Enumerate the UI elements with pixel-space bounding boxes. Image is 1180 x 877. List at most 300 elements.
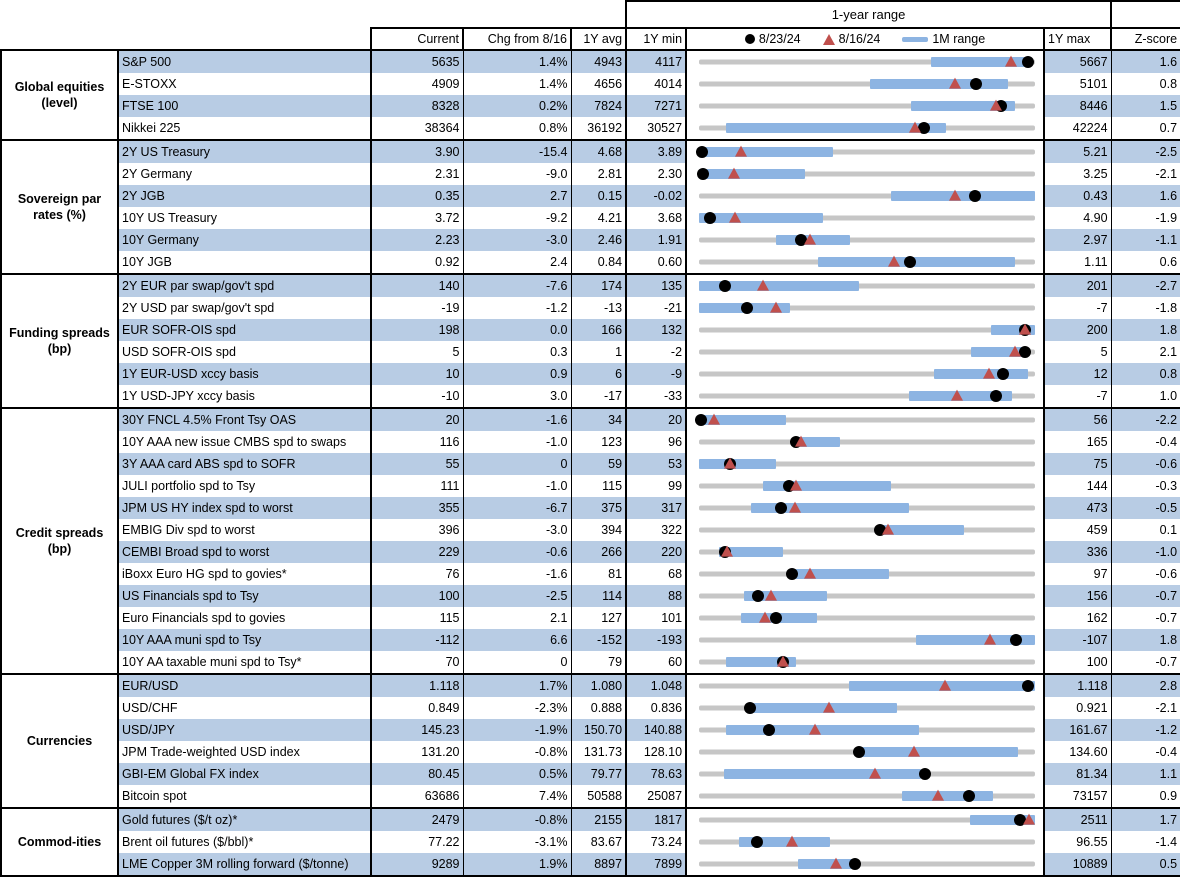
zscore-value: -0.4 <box>1111 741 1180 763</box>
chg-value: -7.6 <box>463 274 571 297</box>
1y-min-value: -193 <box>626 629 686 651</box>
prior-date-triangle-marker <box>882 524 894 535</box>
current-value: 1.118 <box>371 674 463 697</box>
table-row <box>1 229 1180 251</box>
prior-date-triangle-marker <box>984 634 996 645</box>
range-chart-cell <box>686 319 1044 341</box>
prior-date-triangle-marker <box>789 502 801 513</box>
range-chart-cell <box>686 563 1044 585</box>
zscore-value: 0.8 <box>1111 73 1180 95</box>
group-label: Commod-ities <box>1 808 118 876</box>
current-date-dot-marker <box>741 302 753 314</box>
zscore-value: -0.6 <box>1111 453 1180 475</box>
column-header-1y-avg: 1Y avg <box>571 28 626 50</box>
instrument-name: 2Y USD par swap/gov't spd <box>118 297 371 319</box>
current-value: 80.45 <box>371 763 463 785</box>
table-row <box>1 431 1180 453</box>
range-chart <box>699 229 1035 251</box>
table-row <box>1 185 1180 207</box>
chg-value: -15.4 <box>463 140 571 163</box>
instrument-name: 30Y FNCL 4.5% Front Tsy OAS <box>118 408 371 431</box>
instrument-name: 1Y USD-JPY xccy basis <box>118 385 371 408</box>
1y-max-value: 165 <box>1086 435 1108 449</box>
range-chart-cell <box>686 163 1044 185</box>
prior-date-triangle-marker <box>1019 324 1031 335</box>
1y-max-value: 5101 <box>1079 77 1108 91</box>
current-value: 355 <box>371 497 463 519</box>
zscore-value: 0.5 <box>1111 853 1180 876</box>
range-chart <box>699 519 1035 541</box>
1y-max-value: 3.25 <box>1083 167 1108 181</box>
range-chart-cell <box>686 95 1044 117</box>
current-date-dot-marker <box>752 590 764 602</box>
current-value: -10 <box>371 385 463 408</box>
group-label: Currencies <box>1 674 118 808</box>
current-date-dot-marker <box>969 190 981 202</box>
chg-value: 0.5% <box>463 763 571 785</box>
table-row <box>1 808 1180 831</box>
1y-min-value: 322 <box>626 519 686 541</box>
table-row <box>1 73 1180 95</box>
1y-max-value: 96.55 <box>1076 835 1108 849</box>
1y-max-value: 42224 <box>1072 121 1108 135</box>
range-chart <box>699 341 1035 363</box>
range-chart <box>699 629 1035 651</box>
zscore-value: -2.1 <box>1111 163 1180 185</box>
1y-min-value: 4117 <box>626 50 686 73</box>
1m-range-bar <box>699 459 776 469</box>
table-row <box>1 50 1180 73</box>
instrument-name: 10Y AA taxable muni spd to Tsy* <box>118 651 371 674</box>
chg-value: -3.1% <box>463 831 571 853</box>
prior-date-triangle-marker <box>830 858 842 869</box>
range-chart <box>699 563 1035 585</box>
legend-bar-label: 1M range <box>932 32 986 46</box>
current-value: 100 <box>371 585 463 607</box>
1y-max-value: 8446 <box>1044 95 1111 117</box>
prior-date-triangle-marker <box>724 458 736 469</box>
current-value: 77.22 <box>371 831 463 853</box>
table-row <box>1 408 1180 431</box>
chg-value: -3.0 <box>463 519 571 541</box>
1y-min-value: 20 <box>626 408 686 431</box>
instrument-name: Brent oil futures ($/bbl)* <box>118 831 371 853</box>
zscore-value: -0.7 <box>1111 585 1180 607</box>
1y-avg-value: -152 <box>571 629 626 651</box>
1y-avg-value: 150.70 <box>571 719 626 741</box>
range-chart-cell <box>686 697 1044 719</box>
1y-max-value: -7 <box>1096 301 1108 315</box>
zscore-value: -1.0 <box>1111 541 1180 563</box>
range-legend <box>686 28 1044 50</box>
1y-max-value: 2.97 <box>1044 229 1111 251</box>
range-chart <box>699 497 1035 519</box>
1m-range-bar <box>891 191 1035 201</box>
1y-max-value: 81.34 <box>1044 763 1111 785</box>
1y-max-value: 56 <box>1044 408 1111 431</box>
chg-value: -6.7 <box>463 497 571 519</box>
instrument-name: Gold futures ($/t oz)* <box>118 808 371 831</box>
chg-value: -9.0 <box>463 163 571 185</box>
1y-max-value: 97 <box>1093 567 1108 581</box>
prior-date-triangle-marker <box>951 390 963 401</box>
prior-date-triangle-marker <box>777 656 789 667</box>
1y-avg-value: 166 <box>571 319 626 341</box>
instrument-name: 1Y EUR-USD xccy basis <box>118 363 371 385</box>
prior-date-triangle-marker <box>888 256 900 267</box>
zscore-value: -0.7 <box>1111 607 1180 629</box>
range-chart-cell <box>686 808 1044 831</box>
range-chart <box>699 95 1035 117</box>
prior-date-triangle-marker <box>765 590 777 601</box>
1y-avg-value: 2.81 <box>571 163 626 185</box>
1y-avg-value: 4943 <box>571 50 626 73</box>
1y-avg-value: 2.46 <box>571 229 626 251</box>
zscore-value: -0.7 <box>1111 651 1180 674</box>
prior-date-triangle-marker <box>823 702 835 713</box>
current-date-dot-marker <box>744 702 756 714</box>
instrument-name: 10Y AAA muni spd to Tsy <box>118 629 371 651</box>
instrument-name: LME Copper 3M rolling forward ($/tonne) <box>118 853 371 876</box>
1y-max-value: 1.118 <box>1044 674 1111 697</box>
1y-avg-value: 4.21 <box>571 207 626 229</box>
1y-avg-value: 394 <box>571 519 626 541</box>
1y-min-value: -2 <box>626 341 686 363</box>
1y-max-value: 144 <box>1086 479 1108 493</box>
1y-min-value: 68 <box>626 563 686 585</box>
zscore-value: 0.1 <box>1111 519 1180 541</box>
current-date-dot-marker <box>695 414 707 426</box>
prior-date-triangle-marker <box>1005 56 1017 67</box>
range-chart <box>699 853 1035 875</box>
chg-value: -1.0 <box>463 475 571 497</box>
1y-max-value: 73157 <box>1072 789 1108 803</box>
1y-min-value: 73.24 <box>626 831 686 853</box>
prior-date-triangle-marker <box>770 302 782 313</box>
current-value: 5 <box>371 341 463 363</box>
prior-date-triangle-marker <box>728 168 740 179</box>
1y-min-value: -0.02 <box>626 185 686 207</box>
range-chart <box>699 585 1035 607</box>
zscore-value: -0.6 <box>1111 563 1180 585</box>
range-chart-cell <box>686 674 1044 697</box>
zscore-value: 1.5 <box>1111 95 1180 117</box>
zscore-value: -1.8 <box>1111 297 1180 319</box>
chg-value: -0.8% <box>463 808 571 831</box>
zscore-value: 1.8 <box>1111 319 1180 341</box>
1m-range-bar <box>699 169 805 179</box>
chg-value: 0.3 <box>463 341 571 363</box>
current-value: 229 <box>371 541 463 563</box>
1y-max-value: 75 <box>1044 453 1111 475</box>
column-header-current: Current <box>371 28 463 50</box>
1m-range-bar <box>699 147 833 157</box>
range-chart <box>699 809 1035 831</box>
1y-max-value: 473 <box>1044 497 1111 519</box>
table-row <box>1 341 1180 363</box>
1y-min-value: 4014 <box>626 73 686 95</box>
range-chart <box>699 697 1035 719</box>
1y-avg-value: 123 <box>571 431 626 453</box>
current-value: 38364 <box>371 117 463 140</box>
chg-value: 0.9 <box>463 363 571 385</box>
range-chart <box>699 51 1035 73</box>
legend-triangle-label: 8/16/24 <box>838 32 881 46</box>
instrument-name: 10Y JGB <box>118 251 371 274</box>
zscore-value: 0.8 <box>1111 363 1180 385</box>
1y-min-value: 317 <box>626 497 686 519</box>
instrument-name: JULI portfolio spd to Tsy <box>118 475 371 497</box>
prior-date-triangle-marker <box>786 836 798 847</box>
instrument-name: 2Y EUR par swap/gov't spd <box>118 274 371 297</box>
current-value: 131.20 <box>371 741 463 763</box>
prior-date-triangle-marker <box>729 212 741 223</box>
instrument-name: GBI-EM Global FX index <box>118 763 371 785</box>
1y-avg-value: 36192 <box>571 117 626 140</box>
prior-date-triangle-marker <box>983 368 995 379</box>
zscore-value: 1.1 <box>1111 763 1180 785</box>
instrument-name: JPM Trade-weighted USD index <box>118 741 371 763</box>
1y-avg-value: 4656 <box>571 73 626 95</box>
1y-min-value: 78.63 <box>626 763 686 785</box>
prior-date-triangle-marker <box>1023 814 1035 825</box>
table-row <box>1 697 1180 719</box>
instrument-name: USD/CHF <box>118 697 371 719</box>
zscore-value: 1.6 <box>1111 185 1180 207</box>
current-date-dot-marker <box>997 368 1009 380</box>
1m-range-bar <box>724 769 921 779</box>
1y-avg-value: 0.15 <box>571 185 626 207</box>
1y-avg-value: 4.68 <box>571 140 626 163</box>
1m-range-bar <box>859 747 1019 757</box>
group-label: Credit spreads (bp) <box>1 408 118 674</box>
1y-max-value: 201 <box>1044 274 1111 297</box>
prior-date-triangle-marker <box>790 480 802 491</box>
zscore-value: 2.8 <box>1111 674 1180 697</box>
current-date-dot-marker <box>853 746 865 758</box>
range-chart-cell <box>686 251 1044 274</box>
prior-date-triangle-marker <box>949 190 961 201</box>
1y-max-value: 134.60 <box>1069 745 1108 759</box>
1y-avg-value: 115 <box>571 475 626 497</box>
chg-value: 2.1 <box>463 607 571 629</box>
current-value: 70 <box>371 651 463 674</box>
zscore-value: 1.0 <box>1111 385 1180 408</box>
current-value: 145.23 <box>371 719 463 741</box>
header-blank-left <box>1 1 626 28</box>
zscore-value: 0.7 <box>1111 117 1180 140</box>
current-date-dot-marker <box>849 858 861 870</box>
zscore-value: -2.5 <box>1111 140 1180 163</box>
column-header-chg: Chg from 8/16 <box>463 28 571 50</box>
1y-min-value: 2.30 <box>626 163 686 185</box>
1y-avg-value: 79.77 <box>571 763 626 785</box>
chg-value: 2.7 <box>463 185 571 207</box>
range-chart-cell <box>686 853 1044 876</box>
1y-min-value: 60 <box>626 651 686 674</box>
range-chart-cell <box>686 185 1044 207</box>
instrument-name: 10Y US Treasury <box>118 207 371 229</box>
range-chart <box>699 207 1035 229</box>
current-value: 76 <box>371 563 463 585</box>
column-header-1y-min: 1Y min <box>626 28 686 50</box>
prior-date-triangle-marker <box>795 436 807 447</box>
current-date-dot-marker <box>775 502 787 514</box>
1y-avg-value: 6 <box>571 363 626 385</box>
instrument-name: FTSE 100 <box>118 95 371 117</box>
1y-min-value: 25087 <box>626 785 686 808</box>
range-chart <box>699 117 1035 139</box>
instrument-name: Bitcoin spot <box>118 785 371 808</box>
chg-value: -1.6 <box>463 563 571 585</box>
chg-value: -1.2 <box>463 297 571 319</box>
current-value: 198 <box>371 319 463 341</box>
1y-avg-value: 1 <box>571 341 626 363</box>
1y-max-value: 336 <box>1044 541 1111 563</box>
zscore-value: -1.9 <box>1111 207 1180 229</box>
current-value: 0.849 <box>371 697 463 719</box>
1y-min-value: 135 <box>626 274 686 297</box>
chg-value: 6.6 <box>463 629 571 651</box>
1y-range-track <box>699 528 1035 533</box>
1y-avg-value: 79 <box>571 651 626 674</box>
1y-avg-value: 375 <box>571 497 626 519</box>
current-date-dot-marker <box>1010 634 1022 646</box>
table-row <box>1 274 1180 297</box>
current-value: 55 <box>371 453 463 475</box>
range-chart-cell <box>686 297 1044 319</box>
range-chart <box>699 541 1035 563</box>
table-row <box>1 117 1180 140</box>
range-chart <box>699 363 1035 385</box>
chg-value: 0 <box>463 453 571 475</box>
range-chart-cell <box>686 719 1044 741</box>
zscore-value: 1.6 <box>1111 50 1180 73</box>
1m-range-bar <box>699 213 823 223</box>
current-date-dot-marker <box>1022 680 1034 692</box>
1m-range-bar <box>870 79 1008 89</box>
current-value: 2.23 <box>371 229 463 251</box>
legend-dot-label: 8/23/24 <box>758 32 801 46</box>
table-row <box>1 763 1180 785</box>
chg-value: -2.5 <box>463 585 571 607</box>
zscore-value: -2.2 <box>1111 408 1180 431</box>
table-row <box>1 140 1180 163</box>
header-blank-zscore <box>1111 1 1180 28</box>
range-chart-cell <box>686 651 1044 674</box>
range-chart-cell <box>686 607 1044 629</box>
1m-range-bar <box>934 369 1028 379</box>
range-chart <box>699 651 1035 673</box>
instrument-name: 10Y AAA new issue CMBS spd to swaps <box>118 431 371 453</box>
1y-avg-value: 59 <box>571 453 626 475</box>
1y-avg-value: 34 <box>571 408 626 431</box>
zscore-value: -1.1 <box>1111 229 1180 251</box>
prior-date-triangle-marker <box>990 100 1002 111</box>
instrument-name: 2Y JGB <box>118 185 371 207</box>
1y-min-value: 140.88 <box>626 719 686 741</box>
1y-min-value: 1.91 <box>626 229 686 251</box>
legend-item-current-date <box>745 32 801 46</box>
zscore-value: -2.1 <box>1111 697 1180 719</box>
table-row <box>1 651 1180 674</box>
range-chart-cell <box>686 541 1044 563</box>
1y-max-value: 4.90 <box>1083 211 1108 225</box>
range-chart-cell <box>686 341 1044 363</box>
current-value: 3.90 <box>371 140 463 163</box>
range-chart-cell <box>686 497 1044 519</box>
table-row <box>1 719 1180 741</box>
chg-value: -2.3% <box>463 697 571 719</box>
table-row <box>1 497 1180 519</box>
zscore-value: -2.7 <box>1111 274 1180 297</box>
1y-min-value: -21 <box>626 297 686 319</box>
range-chart-cell <box>686 363 1044 385</box>
1y-avg-value: -13 <box>571 297 626 319</box>
1y-max-value: 1.11 <box>1084 255 1108 269</box>
range-chart <box>699 831 1035 853</box>
instrument-name: 3Y AAA card ABS spd to SOFR <box>118 453 371 475</box>
prior-date-triangle-marker <box>869 768 881 779</box>
range-chart <box>699 275 1035 297</box>
range-chart-cell <box>686 207 1044 229</box>
zscore-value: 0.6 <box>1111 251 1180 274</box>
table-row <box>1 207 1180 229</box>
1y-avg-value: 81 <box>571 563 626 585</box>
chg-value: -1.9% <box>463 719 571 741</box>
zscore-value: -1.4 <box>1111 831 1180 853</box>
range-chart <box>699 453 1035 475</box>
instrument-name: EUR SOFR-OIS spd <box>118 319 371 341</box>
chg-value: -3.0 <box>463 229 571 251</box>
range-chart <box>699 409 1035 431</box>
1y-avg-value: 83.67 <box>571 831 626 853</box>
prior-date-triangle-marker <box>759 612 771 623</box>
column-header-zscore: Z-score <box>1111 28 1180 50</box>
1y-min-value: 220 <box>626 541 686 563</box>
prior-date-triangle-marker <box>949 78 961 89</box>
zscore-value: -0.5 <box>1111 497 1180 519</box>
instrument-name: iBoxx Euro HG spd to govies* <box>118 563 371 585</box>
range-chart-cell <box>686 229 1044 251</box>
current-date-dot-marker <box>763 724 775 736</box>
current-value: -19 <box>371 297 463 319</box>
1y-max-value: 100 <box>1086 655 1108 669</box>
1y-max-value: -7 <box>1096 389 1108 403</box>
instrument-name: CEMBI Broad spd to worst <box>118 541 371 563</box>
table-row <box>1 607 1180 629</box>
current-value: -112 <box>371 629 463 651</box>
chg-value: -1.6 <box>463 408 571 431</box>
current-date-dot-marker <box>751 836 763 848</box>
1y-min-value: -9 <box>626 363 686 385</box>
legend-item-1m-range <box>902 32 985 46</box>
current-value: 111 <box>371 475 463 497</box>
range-chart-cell <box>686 408 1044 431</box>
instrument-name: Nikkei 225 <box>118 117 371 140</box>
group-label: Global equities (level) <box>1 50 118 140</box>
chg-value: 2.4 <box>463 251 571 274</box>
zscore-value: 2.1 <box>1111 341 1180 363</box>
1y-max-value: -107 <box>1044 629 1111 651</box>
zscore-value: 1.7 <box>1111 808 1180 831</box>
chg-value: -9.2 <box>463 207 571 229</box>
range-chart <box>699 73 1035 95</box>
zscore-value: -1.2 <box>1111 719 1180 741</box>
chg-value: 1.7% <box>463 674 571 697</box>
current-date-dot-marker <box>704 212 716 224</box>
current-value: 10 <box>371 363 463 385</box>
